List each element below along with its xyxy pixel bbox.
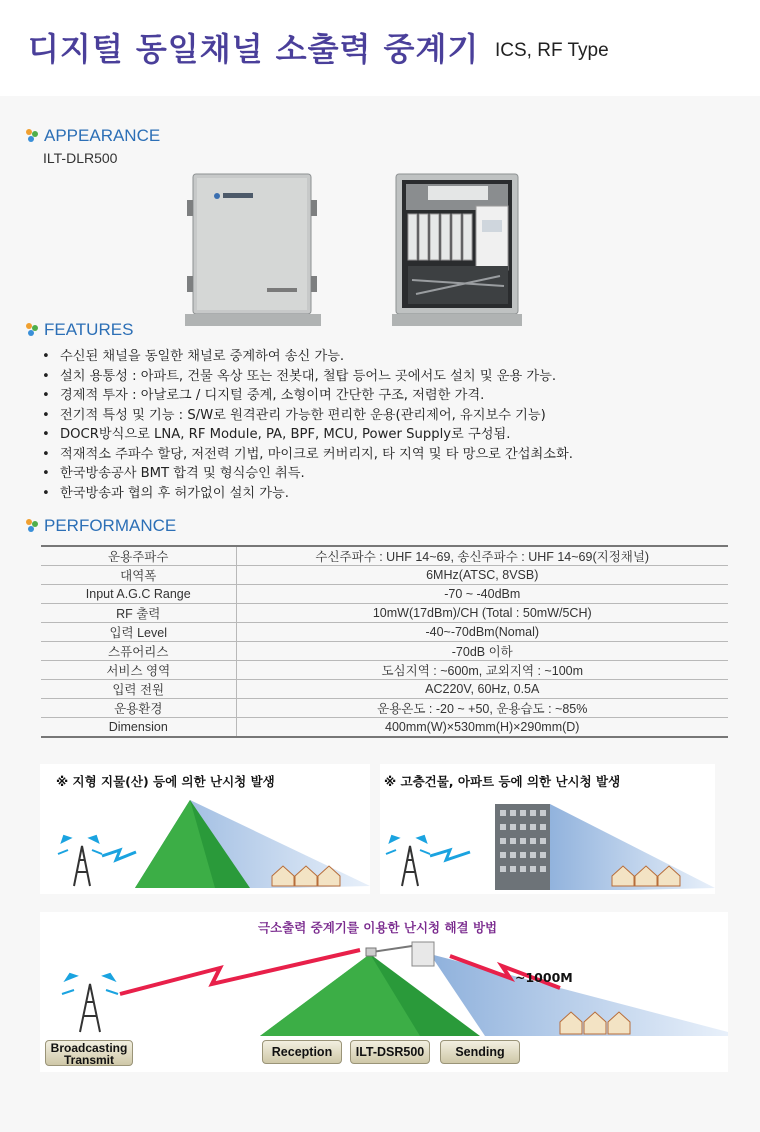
bullet-dots-icon — [26, 519, 40, 533]
spec-value: -70 ~ -40dBm — [236, 585, 728, 604]
spec-label: 운용환경 — [41, 699, 236, 718]
spec-value: 수신주파수 : UHF 14~69, 송신주파수 : UHF 14~69(지정채널) — [236, 546, 728, 566]
sending-label: Sending — [440, 1040, 520, 1064]
spec-value: -70dB 이하 — [236, 642, 728, 661]
page-subtitle: ICS, RF Type — [495, 40, 609, 61]
tower-icon — [58, 836, 102, 886]
spec-value: 400mm(W)×530mm(H)×290mm(D) — [236, 718, 728, 737]
houses-icon — [560, 1012, 630, 1034]
tower-icon — [62, 974, 118, 1032]
distance-label: ~1000M — [515, 970, 573, 985]
spec-label: 입력 전원 — [41, 680, 236, 699]
solution-title: 극소출력 중계기를 이용한 난시청 해결 방법 — [258, 920, 498, 935]
open-cabinet-image — [392, 170, 527, 330]
list-item: • 경제적 투자 : 아날로그 / 디지털 중계, 소형이며 간단한 구조, 저렴한 가격. — [42, 386, 732, 406]
spec-value: AC220V, 60Hz, 0.5A — [236, 680, 728, 699]
broadcasting-transmit-label — [45, 1040, 133, 1066]
table-row — [41, 604, 728, 623]
appearance-label: APPEARANCE — [44, 126, 161, 145]
building-caption: ※ 고층건물, 아파트 등에 의한 난시청 발생 — [384, 774, 621, 789]
spec-label: 스퓨어리스 — [41, 642, 236, 661]
list-item: • 한국방송과 협의 후 허가없이 설치 가능. — [42, 484, 732, 504]
list-item: • 전기적 특성 및 기능 : S/W로 원격관리 가능한 편리한 운용(관리제어, 유지보수 기능) — [42, 406, 732, 426]
mountain-caption: ※ 지형 지물(산) 등에 의한 난시청 발생 — [56, 774, 275, 789]
performance-heading — [26, 516, 176, 536]
list-item: • 설치 용통성 : 아파트, 건물 옥상 또는 전봇대, 철탑 등어느 곳에서도 설치 및 운용 가능. — [42, 367, 732, 387]
list-item: • DOCR방식으로 LNA, RF Module, PA, BPF, MCU, Power Supply로 구성됨. — [42, 425, 732, 445]
page-title: 디지털 동일채널 소출력 중계기 — [28, 30, 480, 68]
mountain-diagram-art — [40, 764, 370, 894]
building-diagram-art — [380, 764, 715, 894]
device-label: ILT-DSR500 — [350, 1040, 430, 1064]
spec-label: 입력 Level — [41, 623, 236, 642]
tower-label-text: Broadcasting Transmit — [50, 1041, 128, 1067]
spec-label: 대역폭 — [41, 566, 236, 585]
appearance-heading — [26, 126, 160, 146]
features-list — [42, 347, 732, 503]
table-row — [41, 718, 728, 737]
closed-cabinet-image — [185, 170, 325, 330]
spec-value: 도심지역 : ~600m, 교외지역 : ~100m — [236, 661, 728, 680]
table-row — [41, 699, 728, 718]
header — [0, 0, 760, 96]
spec-value: 운용온도 : -20 ~ +50, 운용습도 : ~85% — [236, 699, 728, 718]
tower-icon — [386, 836, 430, 886]
houses-icon — [612, 866, 680, 886]
model-name: ILT-DLR500 — [43, 150, 118, 166]
spec-label: Input A.G.C Range — [41, 585, 236, 604]
list-item: • 한국방송공사 BMT 합격 및 형식승인 취득. — [42, 464, 732, 484]
features-label: FEATURES — [44, 320, 134, 339]
list-item: • 수신된 채널을 동일한 채널로 중계하여 송신 가능. — [42, 347, 732, 367]
spec-label: 서비스 영역 — [41, 661, 236, 680]
table-row — [41, 661, 728, 680]
spec-label: Dimension — [41, 718, 236, 737]
performance-label: PERFORMANCE — [44, 516, 177, 535]
spec-value: -40~-70dBm(Nomal) — [236, 623, 728, 642]
table-row — [41, 642, 728, 661]
features-heading — [26, 320, 133, 340]
spec-value: 10mW(17dBm)/CH (Total : 50mW/5CH) — [236, 604, 728, 623]
table-row — [41, 566, 728, 585]
spec-label: 운용주파수 — [41, 546, 236, 566]
bullet-dots-icon — [26, 129, 40, 143]
houses-icon — [272, 866, 340, 886]
performance-table — [41, 545, 728, 738]
table-row — [41, 585, 728, 604]
list-item: • 적재적소 주파수 할당, 저전력 기법, 마이크로 커버리지, 타 지역 및 타 망으로 간섭최소화. — [42, 445, 732, 465]
table-row — [41, 623, 728, 642]
table-row — [41, 680, 728, 699]
reception-label: Reception — [262, 1040, 342, 1064]
bullet-dots-icon — [26, 323, 40, 337]
spec-label: RF 출력 — [41, 604, 236, 623]
spec-value: 6MHz(ATSC, 8VSB) — [236, 566, 728, 585]
table-row — [41, 546, 728, 566]
